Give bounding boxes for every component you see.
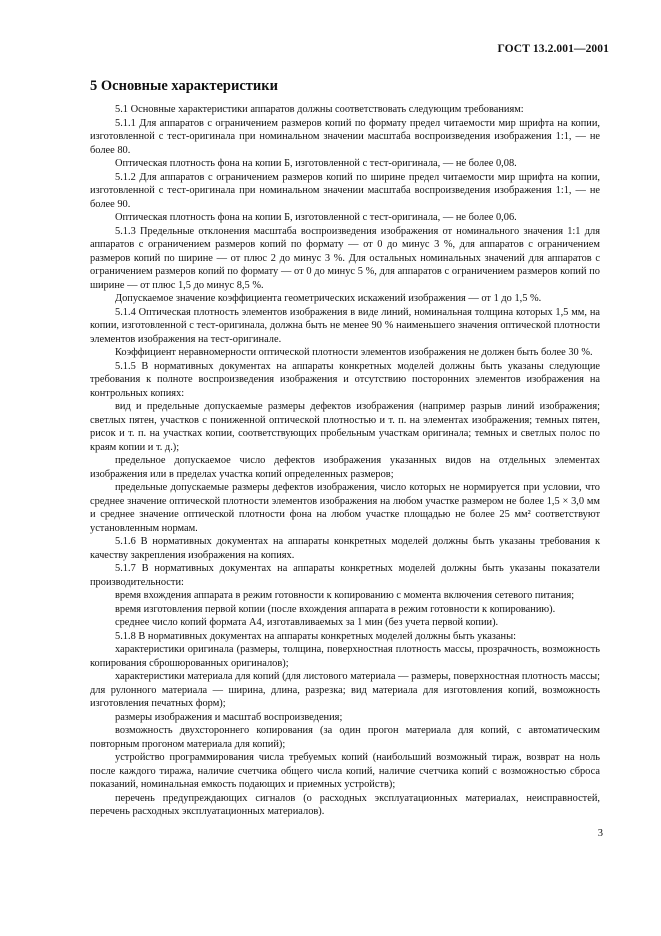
paragraph: 5.1 Основные характеристики аппаратов должны соответствовать следующим требованиям: [115, 104, 524, 115]
paragraph: 5.1.1 Для аппаратов с ограничением размеров копий по формату предел читаемости мир шрифта на копии, изготовленной с тест-оригинала при номинальном значении масштаба воспроизведения изображения 1:1, — не более 80. [90, 117, 600, 156]
paragraph: характеристики оригинала (размеры, толщина, поверхностная плотность массы, прозрачность, возможность копирования сброшюрованных оригиналов); [90, 644, 600, 669]
paragraph: Допускаемое значение коэффициента геометрических искажений изображения — от 1 до 1,5 %. [115, 293, 542, 304]
document-code: ГОСТ 13.2.001—2001 [497, 43, 609, 55]
paragraph: характеристики материала для копий (для листового материала — размеры, поверхностная плотность массы; для рулонного материала — ширина, длина, разрезка; вид материала для изготовления копий, возможность изготовления печатных форм); [90, 671, 600, 709]
paragraph: 5.1.5 В нормативных документах на аппараты конкретных моделей должны быть указаны следующие требования к полноте воспроизведения изображения и отсутствию посторонних элементов изображения на контрольных копиях: [90, 360, 600, 399]
paragraph: 5.1.7 В нормативных документах на аппараты конкретных моделей должны быть указаны показатели производительности: [90, 563, 600, 588]
paragraph: предельное допускаемое число дефектов изображения указанных видов на отдельных элементах изображения или в пределах участка копий определенных размеров; [90, 455, 600, 480]
page-number: 3 [597, 828, 603, 839]
paragraph: устройство программирования числа требуемых копий (наибольший возможный тираж, возврат на ноль после каждого тиража, наличие счетчика общего числа копий, наличие счетчика копий с возможностью сброса показаний, номинальная емкость подающих и приемных устройств); [90, 752, 600, 790]
body-text [90, 103, 600, 819]
paragraph: 5.1.4 Оптическая плотность элементов изображения в виде линий, номинальная толщина которых 1,5 мм, на копии, изготовленной с тест-оригинала, должна быть не менее 90 % наименьшего значения оптической плотности элементов изображения на тест-оригинале. [90, 306, 600, 345]
paragraph: время изготовления первой копии (после вхождения аппарата в режим готовности к копированию). [115, 603, 556, 615]
paragraph: среднее число копий формата А4, изготавливаемых за 1 мин (без учета первой копии). [115, 617, 499, 628]
paragraph: предельные допускаемые размеры дефектов изображения, число которых не нормируется при условии, что среднее значение оптической плотности элементов изображения на любом участке размером не более 1,5 × 3,0 мм и среднее значение оптической плотности фона на любом участке площадью не более 25 мм² соответствуют установленным нормам. [90, 482, 600, 534]
paragraph: Коэффициент неравномерности оптической плотности элементов изображения не должен быть более 30 %. [115, 347, 593, 358]
paragraph: время вхождения аппарата в режим готовности к копированию с момента включения сетевого питания; [115, 590, 575, 601]
paragraph: Оптическая плотность фона на копии Б, изготовленной с тест-оригинала, — не более 0,06. [115, 212, 517, 223]
paragraph: 5.1.8 В нормативных документах на аппараты конкретных моделей должны быть указаны: [115, 630, 516, 642]
paragraph: 5.1.2 Для аппаратов с ограничением размеров копий по ширине предел читаемости мир шрифта на копии, изготовленной с тест-оригинала при номинальном значении масштаба воспроизведения изображения 1:1, — не более 90. [90, 171, 600, 210]
paragraph: перечень предупреждающих сигналов (о расходных эксплуатационных материалах, неисправностей, перечень расходных эксплуатационных материалов). [90, 792, 600, 817]
paragraph: возможность двухстороннего копирования (за один прогон материала для копий, с автоматическим повторным прогоном материала для копий); [90, 725, 600, 750]
section-title: 5 Основные характеристики [90, 78, 278, 94]
paragraph: 5.1.6 В нормативных документах на аппараты конкретных моделей должны быть указаны требования к качеству закрепления изображения на копиях. [90, 536, 600, 561]
paragraph: Оптическая плотность фона на копии Б, изготовленной с тест-оригинала, — не более 0,08. [115, 158, 517, 169]
paragraph: вид и предельные допускаемые размеры дефектов изображения (например разрыв линий изображения; светлых пятен, участков с пониженной оптической плотностью и т. п. на элементах изображения; темных пятен, рисок и т. п. на участках копии, соответствующих пробельным участкам оригинала; темных и светлых полос по краям копии и т. д.); [90, 401, 600, 453]
paragraph: 5.1.3 Предельные отклонения масштаба воспроизведения изображения от номинального значения 1:1 для аппаратов с ограничением размеров копий по формату — от 0 до минус 3 %, для аппаратов с ограничением размеров копий по ширине — от плюс 2 до минус 3 %. Для остальных номинальных значений для аппаратов с ограничением размеров копий по формату — от 0 до минус 5 %, для аппаратов с ограничением размеров копий по ширине — от плюс 1,5 до минус 8,5 %. [90, 225, 600, 291]
paragraph: размеры изображения и масштаб воспроизведения; [115, 711, 343, 723]
